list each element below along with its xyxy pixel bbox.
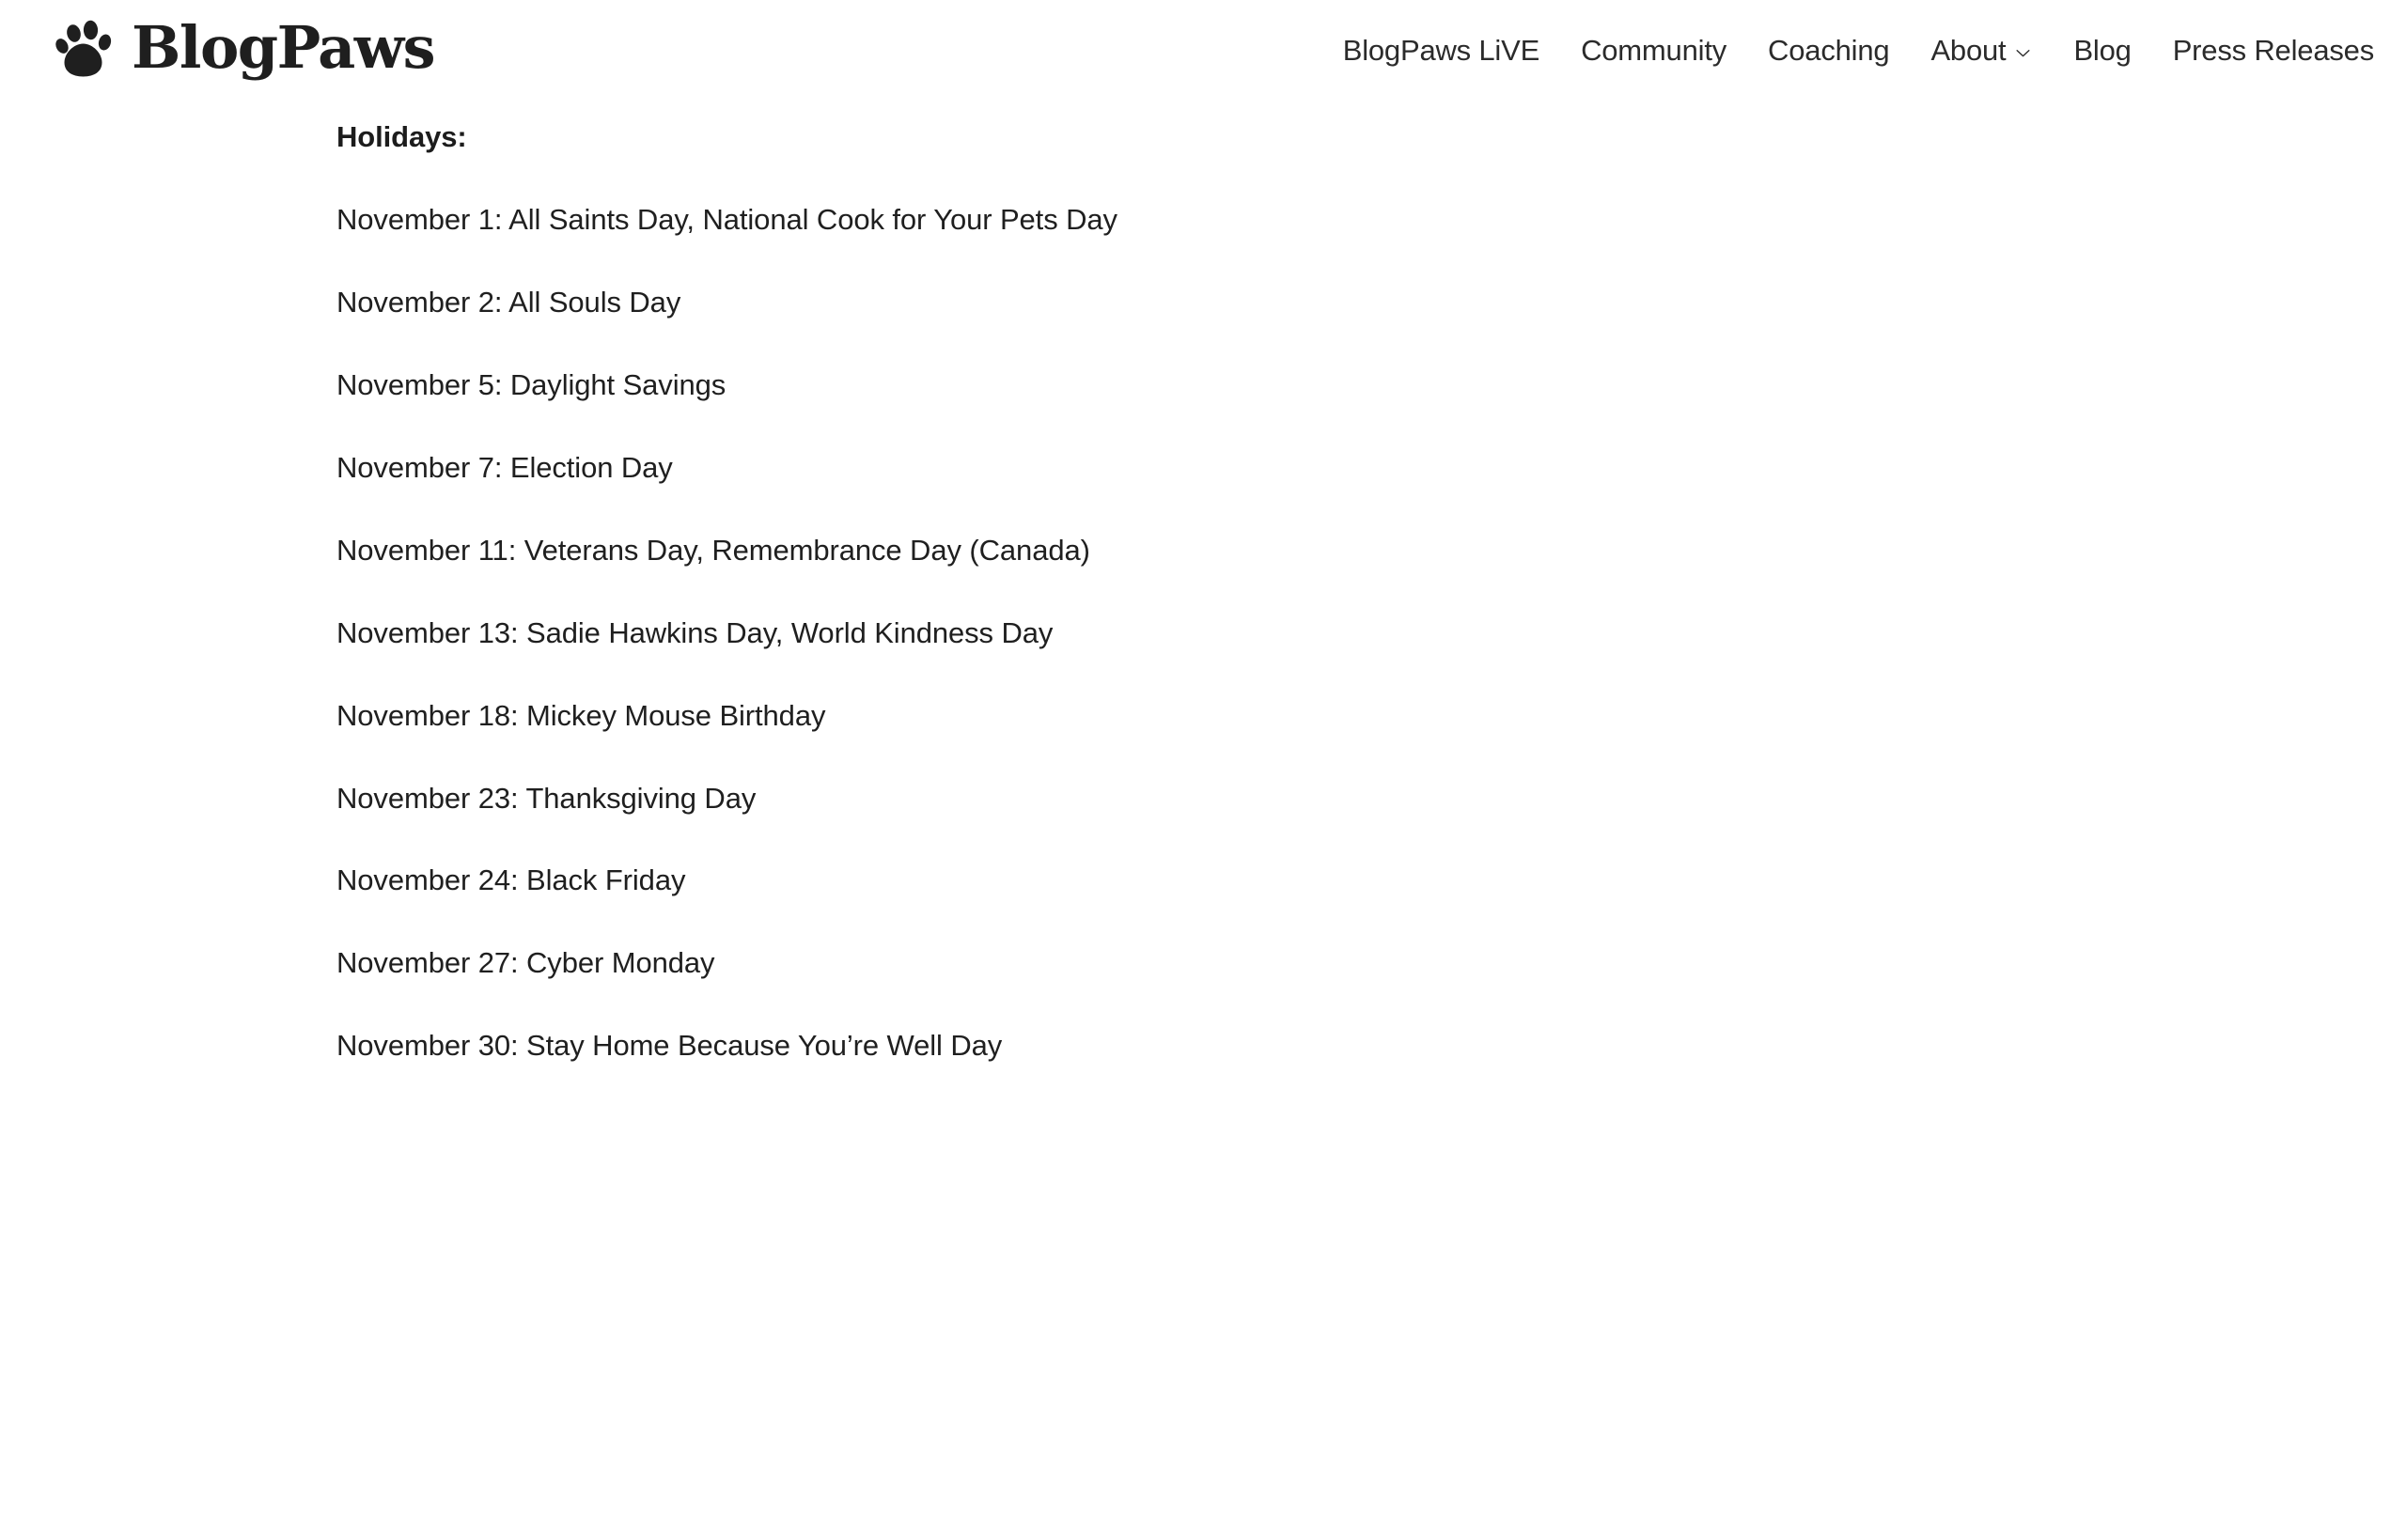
main-navigation bbox=[1322, 23, 2387, 77]
holidays-list bbox=[336, 159, 2406, 1067]
nav-item-about[interactable] bbox=[1910, 23, 2053, 77]
nav-item-blogpaws-live[interactable] bbox=[1322, 23, 1560, 77]
holiday-entry: November 7: Election Day bbox=[336, 450, 673, 484]
paw-print-icon bbox=[55, 19, 126, 77]
holiday-entry: November 1: All Saints Day, National Cook for Your Pets Day bbox=[336, 202, 1117, 236]
nav-label: Coaching bbox=[1768, 34, 1890, 68]
holiday-entry: November 27: Cyber Monday bbox=[336, 946, 715, 980]
holiday-entry: November 13: Sadie Hawkins Day, World Kindness Day bbox=[336, 615, 1054, 649]
chevron-down-icon[interactable] bbox=[2014, 44, 2032, 62]
nav-item-blog[interactable] bbox=[2053, 23, 2151, 77]
site-logo-text: BlogPaws bbox=[132, 13, 435, 82]
holiday-entry: November 11: Veterans Day, Remembrance Day (Canada) bbox=[336, 533, 1090, 567]
site-logo-link[interactable] bbox=[55, 13, 435, 82]
nav-item-coaching[interactable] bbox=[1747, 23, 1910, 77]
nav-item-community[interactable] bbox=[1560, 23, 1747, 77]
nav-label: Blog bbox=[2073, 34, 2132, 68]
holiday-entry: November 24: Black Friday bbox=[336, 863, 686, 897]
nav-label: Press Releases bbox=[2172, 34, 2374, 68]
content-column bbox=[0, 101, 2406, 1067]
nav-label: Community bbox=[1581, 34, 1727, 68]
holiday-entry: November 23: Thanksgiving Day bbox=[336, 781, 757, 815]
holiday-entry: November 18: Mickey Mouse Birthday bbox=[336, 698, 826, 732]
page-content bbox=[0, 101, 2406, 1067]
site-header bbox=[0, 0, 2406, 101]
nav-item-press-releases[interactable] bbox=[2152, 23, 2382, 77]
nav-label: About bbox=[1930, 34, 2007, 68]
holiday-entry: November 2: All Souls Day bbox=[336, 285, 681, 319]
nav-label: BlogPaws LiVE bbox=[1342, 34, 1540, 68]
holiday-entry: November 30: Stay Home Because You’re Well Day bbox=[336, 1029, 1003, 1063]
holiday-entry: November 5: Daylight Savings bbox=[336, 367, 726, 401]
holidays-heading: Holidays: bbox=[336, 120, 467, 153]
